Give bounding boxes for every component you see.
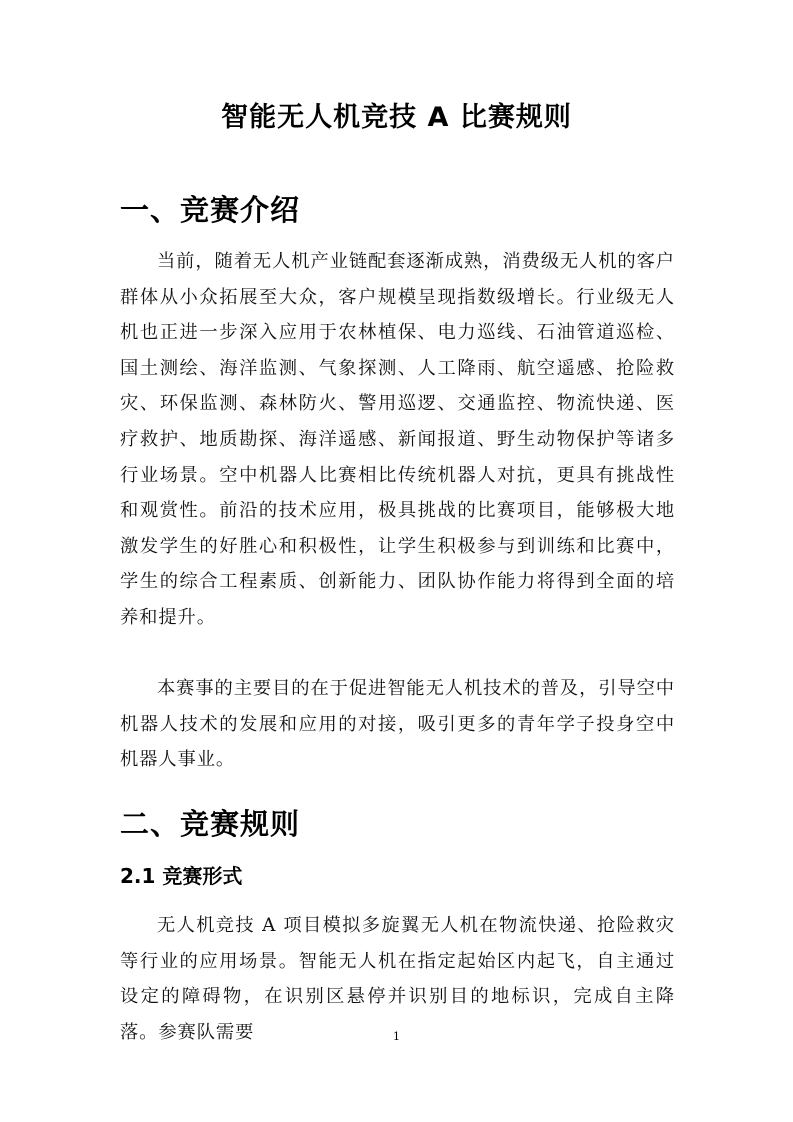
intro-paragraph-2: 本赛事的主要目的在于促进智能无人机技术的普及，引导空中机器人技术的发展和应用的对接，吸引更多的青年学子投身空中机器人事业。 bbox=[120, 678, 675, 771]
subsection-heading-format: 2.1 竞赛形式 bbox=[120, 864, 243, 888]
page-number: 1 bbox=[393, 1030, 400, 1043]
document-title: 智能无人机竞技 A 比赛规则 bbox=[221, 102, 572, 133]
section-heading-intro: 一、竞赛介绍 bbox=[120, 193, 301, 227]
intro-paragraph-1: 当前，随着无人机产业链配套逐渐成熟，消费级无人机的客户群体从小众拓展至大众，客户规模呈现指数级增长。行业级无人机也正进一步深入应用于农林植保、电力巡线、石油管道巡检、国土测绘、海洋监测、气象探测、人工降雨、航空遥感、抢险救灾、环保监测、森林防火、警用巡逻、交通监控、物流快递、医疗救护、地质勘探、海洋遥感、新闻报道、野生动物保护等诸多行业场景。空中机器人比赛相比传统机器人对抗，更具有挑战性和观赏性。前沿的技术应用，极具挑战的比赛项目，能够极大地激发学生的好胜心和积极性，让学生积极参与到训练和比赛中，学生的综合工程素质、创新能力、团队协作能力将得到全面的培养和提升。 bbox=[120, 251, 675, 628]
format-paragraph-1: 无人机竞技 A 项目模拟多旋翼无人机在物流快递、抢险救灾等行业的应用场景。智能无人机在指定起始区内起飞，自主通过设定的障碍物，在识别区悬停并识别目的地标识，完成自主降落。参赛队需要 bbox=[120, 915, 675, 1043]
section-heading-rules: 二、竞赛规则 bbox=[120, 807, 301, 841]
